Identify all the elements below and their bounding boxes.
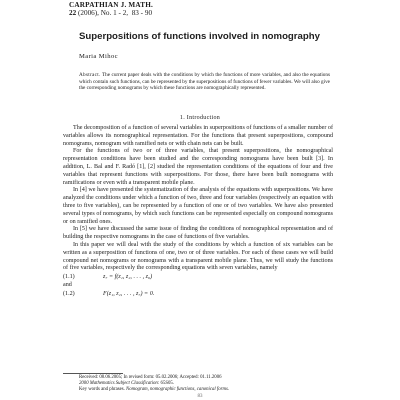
and-word: and [63, 282, 72, 289]
journal-name: CARPATHIAN J. MATH. [69, 1, 154, 9]
abstract-text: The current paper deals with the conditions by which the functions of more variables, and also the equations which contain such functions, can be represented by the superpositions of functions of fewer variables. We will also give the corresponding nomograms by which these functions are nomographically represented. [79, 72, 331, 92]
abstract-label: Abstract. [79, 72, 101, 78]
equation [63, 273, 333, 282]
equation-math: F(z₁, z₂, . . . , z₇) = 0. [103, 290, 155, 297]
equation-number: (1.2) [63, 290, 75, 297]
footnote [79, 375, 339, 394]
equation-math: z₇ = f(z₁, z₂, . . . , z₆) [103, 274, 153, 281]
equation-number: (1.1) [63, 274, 75, 281]
msc-code: 65S05. [160, 381, 175, 387]
abstract [79, 72, 330, 92]
journal-issue: (2006), No. 1 - 2, [77, 9, 129, 18]
equation [63, 290, 333, 299]
section-heading: 1. Introduction [179, 115, 221, 121]
paragraph: In this paper we will deal with the study of the conditions by which a function of six variables can be written as a superposition of functions of one, two or of three variables. For each of these cases we will build compound net nomograms or nomograms with a transparent mobile plane. Thus, we will study the functions of five variables, respectively the corresponding equations with seven variables, namely [63, 241, 333, 272]
footnote-rule [63, 373, 123, 374]
keywords: Nomogram, nomographic functions, canonical forms. [126, 387, 230, 393]
msc-label: 2000 Mathematics Subject Classification: [79, 381, 160, 387]
paragraph: In [5] we have discussed the same issue of finding the conditions of nomographical representation and of building the respective nomograms in the case of functions of five variables. [63, 226, 333, 241]
paragraph: The decomposition of a function of several variables in superpositions of functions of a smaller number of variables allows its nomographical representation. For the functions that present superpositions, compound nomograms, nomogram with ramified nets or with chain nets can be built. [63, 125, 333, 147]
journal-header [69, 1, 153, 18]
received-dates: Received: 08.06.2005; In revised form: 05.02.2006; Accepted: 01.11.2006 [79, 375, 222, 380]
body-text [63, 125, 333, 299]
journal-volume: 22 [69, 9, 77, 18]
paragraph: For the functions of two or of three variables, that present superpositions, the nomographical representation conditions have been studied and the corresponding nomograms have been built [3]. In addition, L. Bal and F. Radó [1], [2] studied the representation conditions of the equations of four and five variables that represent functions with superpositions. For those, there have been built nomograms with ramifications or even with a transparent mobile plane. [63, 148, 333, 186]
paragraph: In [4] we have presented the systematization of the analysis of the equations with superpositions. We have analyzed the conditions under which a function of two, three and four variables (respectively an equation with three to five variables), can be represented by a function of one or of two variables. We have also presented several types of nomograms, by which such functions can be represented especially on compound nomograms or on ramified ones. [63, 187, 333, 225]
author-name: Maria Mihoc [79, 53, 119, 60]
paper-title: Superpositions of functions involved in nomography [79, 31, 320, 42]
journal-pages: 83 - 90 [131, 9, 153, 18]
page-number: 83 [197, 394, 203, 399]
keywords-label: Key words and phrases. [79, 387, 125, 393]
